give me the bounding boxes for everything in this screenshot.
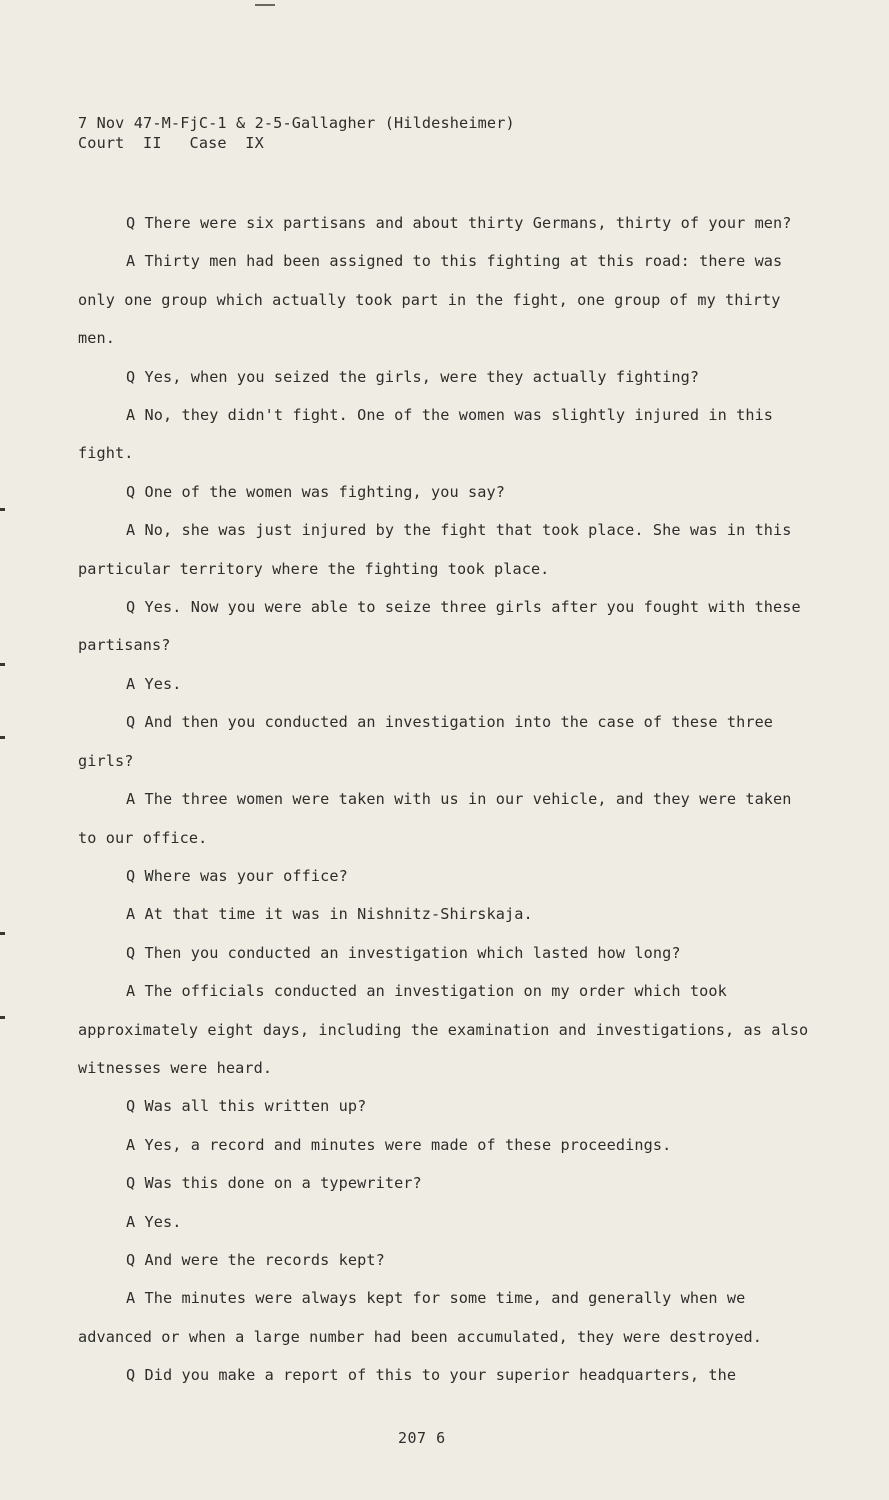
transcript-paragraph: Q There were six partisans and about thirty Germans, thirty of your men? <box>126 214 792 232</box>
transcript-paragraph: Q And were the records kept? <box>126 1250 385 1269</box>
transcript-paragraph: A No, she was just injured by the fight that took place. She was in this particular territory where the fighting took place. <box>78 521 792 578</box>
binding-mark <box>0 932 5 935</box>
binding-mark <box>0 663 5 666</box>
transcript-paragraph: Q Yes. Now you were able to seize three girls after you fought with these partisans? <box>78 598 801 655</box>
transcript-paragraph: A The officials conducted an investigation on my order which took approximately eight days, including the examination and investigations, as also witnesses were heard. <box>78 982 809 1077</box>
transcript-paragraph: A Thirty men had been assigned to this fighting at this road: there was only one group which actually took part in the fight, one group of my thirty men. <box>78 252 783 348</box>
transcript-paragraph: A Yes. <box>126 674 182 693</box>
transcript-paragraph: A Yes. <box>126 1212 182 1231</box>
transcript-paragraph: Q One of the women was fighting, you say? <box>126 482 505 501</box>
transcript-paragraph: A At that time it was in Nishnitz-Shirskaja. <box>126 905 533 924</box>
transcript-paragraph: Q Did you make a report of this to your superior headquarters, the <box>126 1366 737 1385</box>
transcript-paragraph: A The three women were taken with us in our vehicle, and they were taken to our office. <box>78 790 792 847</box>
transcript-paragraph: Q Was all this written up? <box>126 1097 367 1116</box>
transcript-paragraph: Q Then you conducted an investigation which lasted how long? <box>126 943 681 962</box>
transcript-paragraph: Q Yes, when you seized the girls, were they actually fighting? <box>126 367 700 386</box>
document-header <box>78 113 515 153</box>
binding-mark <box>0 508 5 511</box>
transcript-body <box>78 204 818 1395</box>
transcript-paragraph: Q Where was your office? <box>126 866 348 885</box>
transcript-paragraph: A No, they didn't fight. One of the women was slightly injured in this fight. <box>78 406 774 463</box>
transcript-paragraph: A Yes, a record and minutes were made of these proceedings. <box>126 1135 672 1154</box>
header-line-2: Court II Case IX <box>78 134 264 152</box>
binding-mark <box>0 736 5 739</box>
page-number: 207 6 <box>398 1429 446 1447</box>
transcript-paragraph: A The minutes were always kept for some time, and generally when we advanced or when a large number had been accumulated, they were destroyed. <box>78 1289 763 1346</box>
transcript-paragraph: Q Was this done on a typewriter? <box>126 1174 422 1193</box>
binding-mark <box>0 1016 5 1019</box>
top-edge-mark <box>255 4 275 6</box>
transcript-paragraph: Q And then you conducted an investigation into the case of these three girls? <box>78 713 774 770</box>
header-line-1: 7 Nov 47-M-FjC-1 & 2-5-Gallagher (Hildesheimer) <box>78 114 515 132</box>
